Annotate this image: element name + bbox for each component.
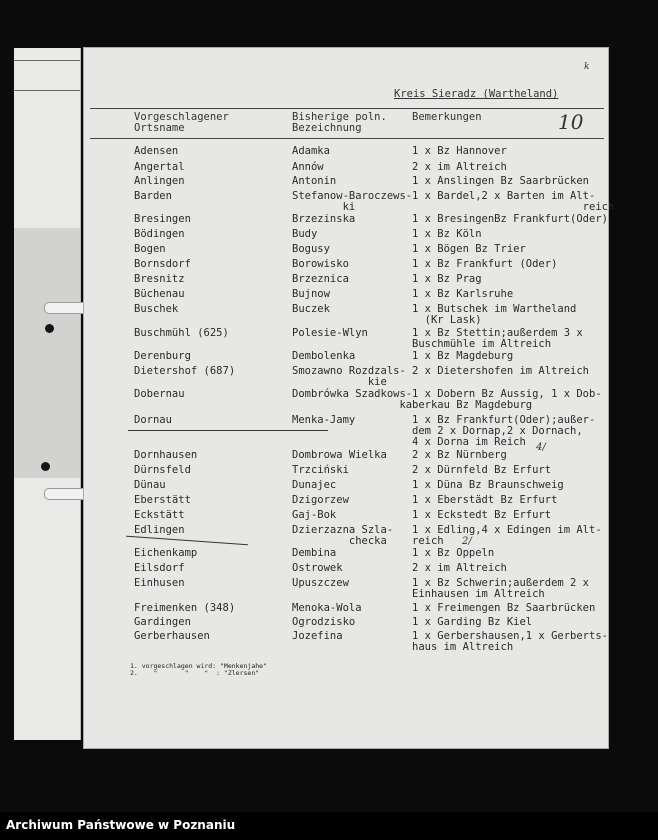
remarks: 1 x Dobern Bz Aussig, 1 x Dob- berkau Bz Magdeburg bbox=[412, 388, 602, 411]
header-rule-bottom bbox=[90, 138, 604, 139]
region-heading: Kreis Sieradz (Wartheland) bbox=[394, 88, 559, 100]
remarks: 1 x Butschek im Wartheland (Kr Lask) bbox=[412, 303, 577, 326]
column-header-remarks: Bemerkungen bbox=[412, 111, 482, 123]
remarks: 1 x Eberstädt Bz Erfurt bbox=[412, 494, 558, 506]
remarks: 1 x Bögen Bz Trier bbox=[412, 243, 526, 255]
polish-name: Upuszczew bbox=[292, 577, 349, 589]
remarks: 1 x Bz Stettin;außerdem 3 x Buschmühle im Altreich bbox=[412, 327, 583, 350]
proposed-name: Eckstätt bbox=[134, 509, 185, 521]
remarks: 1 x BresingenBz Frankfurt(Oder) bbox=[412, 213, 608, 225]
page-edge-line bbox=[14, 60, 80, 61]
remarks: 2 x Dietershofen im Altreich bbox=[412, 365, 590, 377]
polish-name: Bujnow bbox=[292, 288, 330, 300]
polish-name: Polesie-Wlyn bbox=[292, 327, 368, 339]
proposed-name: Angertal bbox=[134, 161, 185, 173]
polish-name: Buczek bbox=[292, 303, 330, 315]
remarks: 1 x Bz Magdeburg bbox=[412, 350, 514, 362]
proposed-name: Dornhausen bbox=[134, 449, 198, 461]
polish-name: Budy bbox=[292, 228, 318, 240]
polish-name: Borowisko bbox=[292, 258, 349, 270]
polish-name: Dombrówka Szadkows- ka bbox=[292, 388, 413, 411]
proposed-name: Eilsdorf bbox=[134, 562, 185, 574]
proposed-name: Derenburg bbox=[134, 350, 191, 362]
polish-name: Trzciński bbox=[292, 464, 349, 476]
document-sheet bbox=[84, 48, 615, 748]
polish-name: Menoka-Wola bbox=[292, 602, 362, 614]
header-rule-top bbox=[90, 108, 604, 109]
proposed-name: Bresnitz bbox=[134, 273, 185, 285]
remarks: 1 x Bz Frankfurt (Oder) bbox=[412, 258, 558, 270]
polish-name: Dembina bbox=[292, 547, 337, 559]
proposed-name: Barden bbox=[134, 190, 172, 202]
polish-name: Menka-Jamy bbox=[292, 414, 356, 426]
remarks: 2 x im Altreich bbox=[412, 562, 507, 574]
polish-name: Annów bbox=[292, 161, 324, 173]
pencil-underline bbox=[128, 430, 328, 431]
polish-name: Bogusy bbox=[292, 243, 330, 255]
polish-name: Stefanow-Baroczews- ki bbox=[292, 190, 413, 213]
remarks: 1 x Bz Karlsruhe bbox=[412, 288, 514, 300]
remarks: 1 x Bz Prag bbox=[412, 273, 482, 285]
polish-name: Dembolenka bbox=[292, 350, 356, 362]
punch-hole bbox=[41, 462, 50, 471]
remarks: 1 x Anslingen Bz Saarbrücken bbox=[412, 175, 590, 187]
remarks: 1 x Bz Köln bbox=[412, 228, 482, 240]
binder-back-pages bbox=[14, 48, 81, 740]
remarks: 1 x Bardel,2 x Barten im Alt- reich bbox=[412, 190, 615, 213]
proposed-name: Bresingen bbox=[134, 213, 191, 225]
remarks: 1 x Düna Bz Braunschweig bbox=[412, 479, 564, 491]
proposed-name: Edlingen bbox=[134, 524, 185, 536]
remarks: 1 x Eckstedt Bz Erfurt bbox=[412, 509, 552, 521]
page-shadow bbox=[14, 228, 80, 478]
footnote: 1. vorgeschlagen wird: "Menkenjahe" 2. " " " : "Zlersen" bbox=[130, 662, 267, 677]
polish-name: Dunajec bbox=[292, 479, 337, 491]
handwritten-mark: 4/ bbox=[536, 442, 546, 453]
handwritten-mark: 2/ bbox=[462, 536, 472, 547]
proposed-name: Buschek bbox=[134, 303, 179, 315]
remarks: 1 x Bz Frankfurt(Oder);außer- dem 2 x Dornap,2 x Dornach, 4 x Dorna im Reich bbox=[412, 414, 596, 448]
proposed-name: Eichenkamp bbox=[134, 547, 198, 559]
polish-name: Jozefina bbox=[292, 630, 343, 642]
proposed-name: Dünau bbox=[134, 479, 166, 491]
polish-name: Ostrowek bbox=[292, 562, 343, 574]
proposed-name: Anlingen bbox=[134, 175, 185, 187]
polish-name: Smozawno Rozdzals- kie bbox=[292, 365, 406, 388]
remarks: 1 x Edling,4 x Edingen im Alt- reich bbox=[412, 524, 602, 547]
proposed-name: Dietershof (687) bbox=[134, 365, 236, 377]
polish-name: Antonin bbox=[292, 175, 337, 187]
corner-mark: k bbox=[584, 62, 590, 72]
document-content bbox=[84, 48, 615, 748]
proposed-name: Gardingen bbox=[134, 616, 191, 628]
polish-name: Adamka bbox=[292, 145, 330, 157]
polish-name: Dzierzazna Szla- checka bbox=[292, 524, 394, 547]
punch-hole bbox=[45, 324, 54, 333]
remarks: 2 x Dürnfeld Bz Erfurt bbox=[412, 464, 552, 476]
proposed-name: Gerberhausen bbox=[134, 630, 210, 642]
polish-name: Dombrowa Wielka bbox=[292, 449, 387, 461]
polish-name: Ogrodzisko bbox=[292, 616, 356, 628]
column-header-proposed-name: Vorgeschlagener Ortsname bbox=[134, 111, 229, 134]
remarks: 1 x Freimengen Bz Saarbrücken bbox=[412, 602, 596, 614]
polish-name: Brzeznica bbox=[292, 273, 349, 285]
remarks: 1 x Gerbershausen,1 x Gerberts- haus im Altreich bbox=[412, 630, 608, 653]
proposed-name: Einhusen bbox=[134, 577, 185, 589]
remarks: 1 x Bz Oppeln bbox=[412, 547, 495, 559]
page-edge-line bbox=[14, 90, 80, 91]
column-header-polish-name: Bisherige poln. Bezeichnung bbox=[292, 111, 387, 134]
proposed-name: Dürnsfeld bbox=[134, 464, 191, 476]
polish-name: Gaj-Bok bbox=[292, 509, 337, 521]
proposed-name: Adensen bbox=[134, 145, 179, 157]
sheet-number-handwritten: 10 bbox=[558, 110, 584, 134]
polish-name: Dzigorzew bbox=[292, 494, 349, 506]
proposed-name: Eberstätt bbox=[134, 494, 191, 506]
proposed-name: Büchenau bbox=[134, 288, 185, 300]
remarks: 1 x Bz Hannover bbox=[412, 145, 507, 157]
proposed-name: Dornau bbox=[134, 414, 172, 426]
polish-name: Brzezinska bbox=[292, 213, 356, 225]
proposed-name: Buschmühl (625) bbox=[134, 327, 229, 339]
proposed-name: Dobernau bbox=[134, 388, 185, 400]
pencil-underline bbox=[126, 536, 248, 546]
archive-credit: Archiwum Państwowe w Poznaniu bbox=[6, 818, 236, 832]
proposed-name: Bornsdorf bbox=[134, 258, 191, 270]
proposed-name: Bogen bbox=[134, 243, 166, 255]
remarks: 2 x Bz Nürnberg bbox=[412, 449, 507, 461]
remarks: 2 x im Altreich bbox=[412, 161, 507, 173]
proposed-name: Bödingen bbox=[134, 228, 185, 240]
remarks: 1 x Bz Schwerin;außerdem 2 x Einhausen im Altreich bbox=[412, 577, 590, 600]
remarks: 1 x Garding Bz Kiel bbox=[412, 616, 533, 628]
proposed-name: Freimenken (348) bbox=[134, 602, 236, 614]
